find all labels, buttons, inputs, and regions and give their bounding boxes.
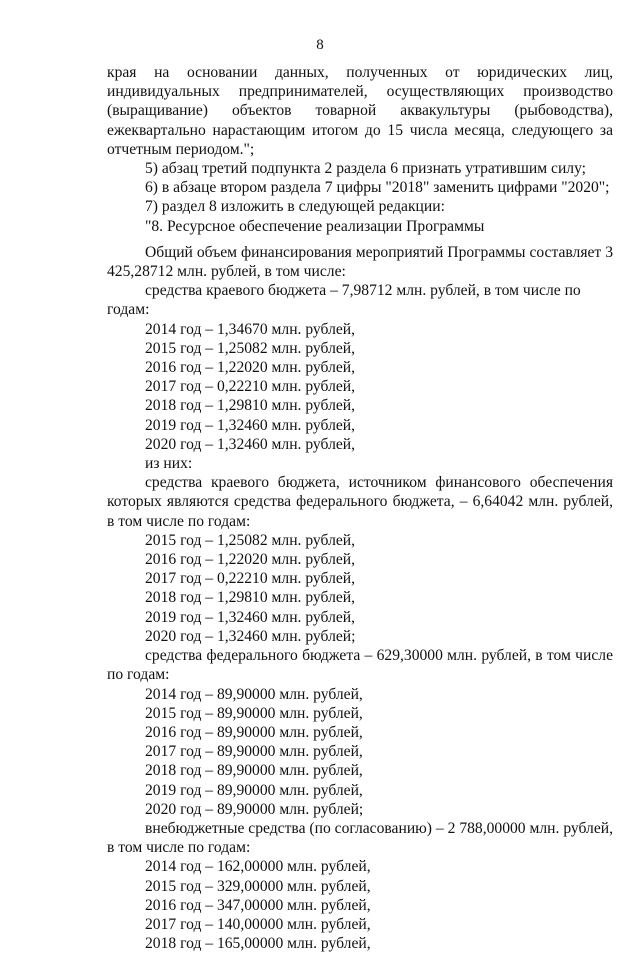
year-line: 2014 год – 162,00000 млн. рублей,: [145, 858, 371, 876]
year-line: 2018 год – 1,29810 млн. рублей,: [145, 589, 356, 607]
year-line: 2020 год – 89,90000 млн. рублей;: [145, 800, 364, 818]
regional-federal-source-years: [107, 531, 613, 646]
year-line: 2017 год – 140,00000 млн. рублей,: [145, 915, 371, 933]
year-line: 2020 год – 1,32460 млн. рублей;: [145, 627, 356, 645]
total-funding-paragraph: Общий объем финансирования мероприятий Программы составляет 3 425,28712 млн. рублей, в том числе:: [107, 243, 613, 281]
year-line: 2019 год – 89,90000 млн. рублей,: [145, 781, 363, 799]
year-line: 2015 год – 329,00000 млн. рублей,: [145, 877, 371, 895]
year-line: 2014 год – 1,34670 млн. рублей,: [145, 320, 356, 338]
amendment-item-7: 7) раздел 8 изложить в следующей редакции:: [145, 198, 445, 216]
year-line: 2017 год – 89,90000 млн. рублей,: [145, 743, 363, 761]
intro-continuation-paragraph: края на основании данных, полученных от юридических лиц, индивидуальных предпринимателей, осуществляющих производство (выращивание) объектов товарной аквакультуры (рыбоводства), ежеквартально нарастающим итогом до 15 числа месяца, следующего за отчетным периодом.";: [107, 64, 613, 158]
year-line: 2016 год – 1,22020 млн. рублей,: [145, 551, 356, 569]
year-line: 2016 год – 89,90000 млн. рублей,: [145, 723, 363, 741]
amendment-item-5: 5) абзац третий подпункта 2 раздела 6 признать утратившим силу;: [145, 160, 587, 178]
regional-federal-source-title: средства краевого бюджета, источником финансового обеспечения которых являются средства федерального бюджета, – 6,64042 млн. рублей, в том числе по годам:: [107, 474, 613, 530]
year-line: 2014 год – 89,90000 млн. рублей,: [145, 685, 363, 703]
document-body: [107, 63, 613, 953]
year-line: 2017 год – 0,22210 млн. рублей,: [145, 570, 356, 588]
regional-budget-years: [107, 320, 613, 454]
year-line: 2016 год – 347,00000 млн. рублей,: [145, 896, 371, 914]
year-line: 2019 год – 1,32460 млн. рублей,: [145, 416, 356, 434]
year-line: 2017 год – 0,22210 млн. рублей,: [145, 378, 356, 396]
of-which-label: из них:: [145, 455, 193, 473]
extrabudgetary-years: [107, 857, 613, 953]
extrabudgetary-title: внебюджетные средства (по согласованию) – 2 788,00000 млн. рублей, в том числе по годам:: [107, 819, 613, 857]
year-line: 2019 год – 1,32460 млн. рублей,: [145, 608, 356, 626]
year-line: 2018 год – 89,90000 млн. рублей,: [145, 762, 363, 780]
year-line: 2015 год – 1,25082 млн. рублей,: [145, 339, 356, 357]
regional-budget-title: средства краевого бюджета – 7,98712 млн. рублей, в том числе по годам:: [107, 282, 581, 319]
section-heading: "8. Ресурсное обеспечение реализации Программы: [145, 217, 485, 235]
year-line: 2015 год – 89,90000 млн. рублей,: [145, 704, 363, 722]
page-number: 8: [316, 37, 324, 53]
year-line: 2020 год – 1,32460 млн. рублей,: [145, 435, 356, 453]
federal-budget-years: [107, 685, 613, 819]
year-line: 2015 год – 1,25082 млн. рублей,: [145, 531, 356, 549]
year-line: 2018 год – 1,29810 млн. рублей,: [145, 397, 356, 415]
amendment-item-6: 6) в абзаце втором раздела 7 цифры "2018" заменить цифрами "2020";: [145, 179, 610, 197]
federal-budget-title: средства федерального бюджета – 629,30000 млн. рублей, в том числе по годам:: [107, 647, 613, 684]
year-line: 2016 год – 1,22020 млн. рублей,: [145, 359, 356, 377]
year-line: 2018 год – 165,00000 млн. рублей,: [145, 935, 371, 953]
